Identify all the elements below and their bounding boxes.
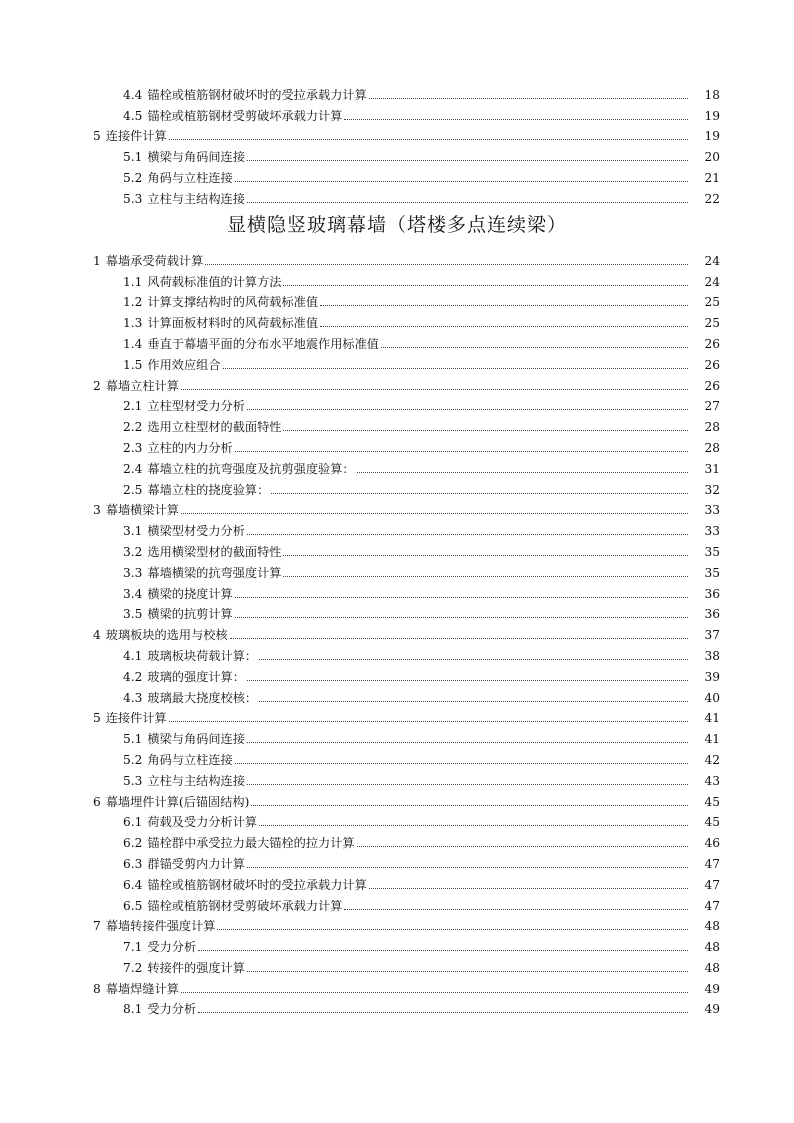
toc-entry[interactable] <box>0 437 794 458</box>
toc-entry-title: 群锚受剪内力计算 <box>147 856 245 871</box>
toc-dot-leader <box>223 368 688 369</box>
toc-entry-title: 幕墙焊缝计算 <box>105 981 179 996</box>
toc-entry[interactable] <box>0 500 794 521</box>
toc-entry-number: 2.4 <box>123 461 143 476</box>
toc-entry-title: 荷载及受力分析计算 <box>147 815 258 830</box>
toc-entry-page-number: 38 <box>704 648 720 663</box>
toc-entry-number: 8.1 <box>123 1002 143 1017</box>
toc-dot-leader <box>344 119 688 120</box>
toc-entry-page-number: 21 <box>704 170 720 185</box>
toc-dot-leader <box>369 98 688 99</box>
toc-entry-page-number: 22 <box>704 191 720 206</box>
toc-entry-number: 5.1 <box>123 732 143 747</box>
toc-dot-leader <box>344 909 688 910</box>
toc-dot-leader <box>259 659 688 660</box>
toc-dot-leader <box>181 389 688 390</box>
toc-entry[interactable] <box>0 708 794 729</box>
toc-entry-page-number: 26 <box>704 336 720 351</box>
toc-entry-title: 幕墙横梁计算 <box>105 503 179 518</box>
toc-entry[interactable] <box>0 604 794 625</box>
toc-entry-page-number: 35 <box>704 544 720 559</box>
toc-entry[interactable] <box>0 895 794 916</box>
toc-entry-title: 锚栓或植筋钢材破坏时的受拉承载力计算 <box>147 877 367 892</box>
toc-entry-title: 幕墙横梁的抗弯强度计算 <box>147 565 282 580</box>
toc-entry-title: 幕墙埋件计算(后锚固结构) <box>105 794 250 809</box>
toc-entry-title: 幕墙立柱的抗弯强度及抗剪强度验算： <box>147 461 355 476</box>
toc-entry-number: 6.3 <box>123 856 143 871</box>
toc-entry-page-number: 27 <box>704 399 720 414</box>
toc-entry[interactable] <box>0 666 794 687</box>
toc-entry-page-number: 37 <box>704 628 720 643</box>
toc-entry-page-number: 24 <box>704 253 720 268</box>
toc-entry-title: 横梁的抗剪计算 <box>147 607 233 622</box>
toc-entry-title: 立柱型材受力分析 <box>147 399 245 414</box>
toc-entry[interactable] <box>0 957 794 978</box>
toc-entry-title: 立柱与主结构连接 <box>147 191 245 206</box>
toc-entry-number: 7.2 <box>123 960 143 975</box>
toc-entry-title: 作用效应组合 <box>147 357 221 372</box>
toc-dot-leader <box>235 617 688 618</box>
toc-entry-page-number: 35 <box>704 565 720 580</box>
toc-dot-leader <box>247 409 688 410</box>
toc-entry-page-number: 19 <box>704 129 720 144</box>
toc-entry-page-number: 47 <box>704 877 720 892</box>
toc-entry[interactable] <box>0 84 794 105</box>
toc-entry-number: 3 <box>93 503 101 518</box>
toc-entry-page-number: 36 <box>704 586 720 601</box>
toc-dot-leader <box>251 805 688 806</box>
toc-entry-page-number: 43 <box>704 773 720 788</box>
toc-entry-page-number: 41 <box>704 732 720 747</box>
toc-entry-page-number: 19 <box>704 108 720 123</box>
toc-entry-number: 3.3 <box>123 565 143 580</box>
section-heading: 显横隐竖玻璃幕墙（塔楼多点连续梁） <box>226 214 567 236</box>
toc-entry[interactable] <box>0 812 794 833</box>
toc-entry-number: 4.3 <box>123 690 143 705</box>
toc-entry-title: 选用横梁型材的截面特性 <box>147 544 282 559</box>
toc-entry[interactable] <box>0 146 794 167</box>
toc-entry[interactable] <box>0 458 794 479</box>
toc-entry-number: 4 <box>93 628 101 643</box>
toc-dot-leader <box>247 867 688 868</box>
toc-dot-leader <box>247 680 688 681</box>
toc-dot-leader <box>247 534 688 535</box>
toc-entry-page-number: 24 <box>704 274 720 289</box>
toc-dot-leader <box>357 846 688 847</box>
toc-continued-list <box>0 84 794 209</box>
toc-entry-title: 受力分析 <box>147 1002 197 1017</box>
toc-dot-leader <box>259 701 688 702</box>
toc-dot-leader <box>320 305 688 306</box>
toc-entry[interactable] <box>0 271 794 292</box>
toc-entry-number: 5.2 <box>123 170 143 185</box>
toc-entry-title: 幕墙立柱计算 <box>105 378 179 393</box>
toc-entry-number: 5.1 <box>123 150 143 165</box>
toc-entry-page-number: 18 <box>704 87 720 102</box>
toc-entry-title: 横梁与角码间连接 <box>147 732 245 747</box>
toc-entry[interactable] <box>0 354 794 375</box>
toc-entry-page-number: 28 <box>704 420 720 435</box>
toc-entry-title: 锚栓群中承受拉力最大锚栓的拉力计算 <box>147 836 355 851</box>
toc-entry[interactable] <box>0 541 794 562</box>
toc-entry-title: 角码与立柱连接 <box>147 752 233 767</box>
toc-entry[interactable] <box>0 126 794 147</box>
toc-dot-leader <box>283 576 688 577</box>
toc-entry-page-number: 26 <box>704 378 720 393</box>
toc-entry-number: 1.1 <box>123 274 143 289</box>
toc-dot-leader <box>247 971 688 972</box>
toc-entry-title: 横梁与角码间连接 <box>147 150 245 165</box>
toc-entry-title: 锚栓或植筋钢材受剪破坏承载力计算 <box>147 898 343 913</box>
toc-entry-page-number: 49 <box>704 981 720 996</box>
toc-entry[interactable] <box>0 874 794 895</box>
toc-entry-title: 选用立柱型材的截面特性 <box>147 420 282 435</box>
toc-entry-number: 1.2 <box>123 295 143 310</box>
toc-entry[interactable] <box>0 167 794 188</box>
toc-dot-leader <box>247 160 688 161</box>
toc-entry-number: 8 <box>93 981 101 996</box>
toc-entry[interactable] <box>0 645 794 666</box>
toc-entry-title: 玻璃板块的选用与校核 <box>105 628 228 643</box>
toc-entry-title: 玻璃的强度计算： <box>147 669 245 684</box>
toc-entry-title: 锚栓或植筋钢材破坏时的受拉承载力计算 <box>147 87 367 102</box>
toc-dot-leader <box>217 929 688 930</box>
toc-dot-leader <box>235 451 688 452</box>
toc-entry-number: 5 <box>93 129 101 144</box>
toc-entry[interactable] <box>0 853 794 874</box>
toc-entry[interactable] <box>0 333 794 354</box>
toc-dot-leader <box>198 950 688 951</box>
toc-entry-number: 6.1 <box>123 815 143 830</box>
toc-entry-page-number: 42 <box>704 752 720 767</box>
toc-dot-leader <box>235 181 688 182</box>
toc-dot-leader <box>283 430 688 431</box>
toc-entry-number: 1.4 <box>123 336 143 351</box>
toc-entry-title: 幕墙承受荷载计算 <box>105 253 204 268</box>
toc-dot-leader <box>283 555 688 556</box>
toc-entry-number: 2.3 <box>123 440 143 455</box>
toc-entry-page-number: 40 <box>704 690 720 705</box>
toc-entry[interactable] <box>0 728 794 749</box>
toc-entry-page-number: 46 <box>704 836 720 851</box>
toc-entry-page-number: 20 <box>704 150 720 165</box>
toc-entry-number: 6.2 <box>123 836 143 851</box>
toc-entry-page-number: 47 <box>704 856 720 871</box>
toc-entry-number: 3.2 <box>123 544 143 559</box>
toc-entry-page-number: 28 <box>704 440 720 455</box>
toc-entry-number: 3.1 <box>123 524 143 539</box>
toc-entry-page-number: 49 <box>704 1002 720 1017</box>
toc-entry-number: 1 <box>93 253 101 268</box>
toc-dot-leader <box>259 825 688 826</box>
toc-entry-number: 3.5 <box>123 607 143 622</box>
toc-entry-title: 玻璃板块荷载计算： <box>147 648 258 663</box>
toc-entry-number: 5.3 <box>123 773 143 788</box>
toc-dot-leader <box>181 992 688 993</box>
toc-entry-title: 风荷载标准值的计算方法 <box>147 274 282 289</box>
toc-entry[interactable] <box>0 978 794 999</box>
toc-entry-page-number: 48 <box>704 919 720 934</box>
toc-entry-title: 角码与立柱连接 <box>147 170 233 185</box>
toc-entry[interactable] <box>0 999 794 1020</box>
toc-entry-page-number: 26 <box>704 357 720 372</box>
toc-dot-leader <box>357 472 688 473</box>
toc-entry-title: 连接件计算 <box>105 711 167 726</box>
toc-entry-title: 幕墙转接件强度计算 <box>105 919 216 934</box>
toc-dot-leader <box>369 888 688 889</box>
toc-entry-number: 5 <box>93 711 101 726</box>
toc-entry[interactable] <box>0 250 794 271</box>
toc-entry[interactable] <box>0 832 794 853</box>
toc-entry[interactable] <box>0 312 794 333</box>
toc-entry-number: 3.4 <box>123 586 143 601</box>
toc-entry-number: 4.5 <box>123 108 143 123</box>
toc-entry[interactable] <box>0 749 794 770</box>
toc-entry-number: 1.5 <box>123 357 143 372</box>
toc-entry[interactable] <box>0 105 794 126</box>
toc-entry[interactable] <box>0 375 794 396</box>
toc-entry[interactable] <box>0 416 794 437</box>
toc-entry-page-number: 31 <box>704 461 720 476</box>
toc-entry-page-number: 45 <box>704 794 720 809</box>
toc-entry-page-number: 45 <box>704 815 720 830</box>
toc-dot-leader <box>381 347 688 348</box>
toc-entry-page-number: 33 <box>704 524 720 539</box>
toc-entry-number: 4.1 <box>123 648 143 663</box>
toc-dot-leader <box>230 638 688 639</box>
toc-entry[interactable] <box>0 188 794 209</box>
toc-entry[interactable] <box>0 687 794 708</box>
toc-entry-number: 6.5 <box>123 898 143 913</box>
toc-entry-title: 立柱与主结构连接 <box>147 773 245 788</box>
toc-entry[interactable] <box>0 624 794 645</box>
toc-entry-page-number: 25 <box>704 316 720 331</box>
toc-entry-number: 5.2 <box>123 752 143 767</box>
toc-entry[interactable] <box>0 479 794 500</box>
toc-entry-title: 横梁的挠度计算 <box>147 586 233 601</box>
toc-entry-number: 6.4 <box>123 877 143 892</box>
toc-entry-number: 7.1 <box>123 940 143 955</box>
toc-dot-leader <box>198 1012 688 1013</box>
toc-entry[interactable] <box>0 292 794 313</box>
toc-entry-title: 计算面板材料时的风荷载标准值 <box>147 316 319 331</box>
toc-dot-leader <box>235 763 688 764</box>
toc-entry-number: 2.5 <box>123 482 143 497</box>
toc-entry-page-number: 48 <box>704 960 720 975</box>
toc-entry-title: 连接件计算 <box>105 129 167 144</box>
toc-entry-number: 2.2 <box>123 420 143 435</box>
toc-entry-page-number: 41 <box>704 711 720 726</box>
toc-entry-number: 4.2 <box>123 669 143 684</box>
toc-dot-leader <box>169 721 688 722</box>
toc-entry-page-number: 36 <box>704 607 720 622</box>
toc-entry-number: 2 <box>93 378 101 393</box>
toc-dot-leader <box>320 326 688 327</box>
toc-entry-title: 锚栓或植筋钢材受剪破坏承载力计算 <box>147 108 343 123</box>
toc-entry-title: 立柱的内力分析 <box>147 440 233 455</box>
toc-entry-number: 5.3 <box>123 191 143 206</box>
toc-entry[interactable] <box>0 562 794 583</box>
toc-dot-leader <box>247 202 688 203</box>
toc-entry[interactable] <box>0 520 794 541</box>
toc-dot-leader <box>283 285 688 286</box>
toc-dot-leader <box>169 139 688 140</box>
toc-entry-page-number: 47 <box>704 898 720 913</box>
toc-entry[interactable] <box>0 791 794 812</box>
toc-entry-title: 垂直于幕墙平面的分布水平地震作用标准值 <box>147 336 379 351</box>
toc-entry-number: 6 <box>93 794 101 809</box>
toc-entry-number: 4.4 <box>123 87 143 102</box>
toc-entry-page-number: 25 <box>704 295 720 310</box>
toc-dot-leader <box>247 784 688 785</box>
toc-entry-title: 横梁型材受力分析 <box>147 524 245 539</box>
toc-entry-page-number: 48 <box>704 940 720 955</box>
toc-entry-title: 幕墙立柱的挠度验算： <box>147 482 270 497</box>
toc-entry-number: 1.3 <box>123 316 143 331</box>
toc-dot-leader <box>235 597 688 598</box>
toc-entry-title: 转接件的强度计算 <box>147 960 245 975</box>
toc-entry-title: 玻璃最大挠度校核： <box>147 690 258 705</box>
toc-entry-title: 受力分析 <box>147 940 197 955</box>
toc-entry-page-number: 33 <box>704 503 720 518</box>
toc-dot-leader <box>205 264 688 265</box>
toc-main-list <box>0 250 794 1019</box>
toc-dot-leader <box>271 493 688 494</box>
toc-entry-number: 2.1 <box>123 399 143 414</box>
toc-entry[interactable] <box>0 396 794 417</box>
toc-dot-leader <box>247 742 688 743</box>
toc-entry-number: 7 <box>93 919 101 934</box>
toc-dot-leader <box>181 513 688 514</box>
toc-entry-page-number: 32 <box>704 482 720 497</box>
toc-entry[interactable] <box>0 936 794 957</box>
toc-entry[interactable] <box>0 770 794 791</box>
toc-entry-page-number: 39 <box>704 669 720 684</box>
toc-entry[interactable] <box>0 583 794 604</box>
toc-entry[interactable] <box>0 916 794 937</box>
toc-entry-title: 计算支撑结构时的风荷载标准值 <box>147 295 319 310</box>
